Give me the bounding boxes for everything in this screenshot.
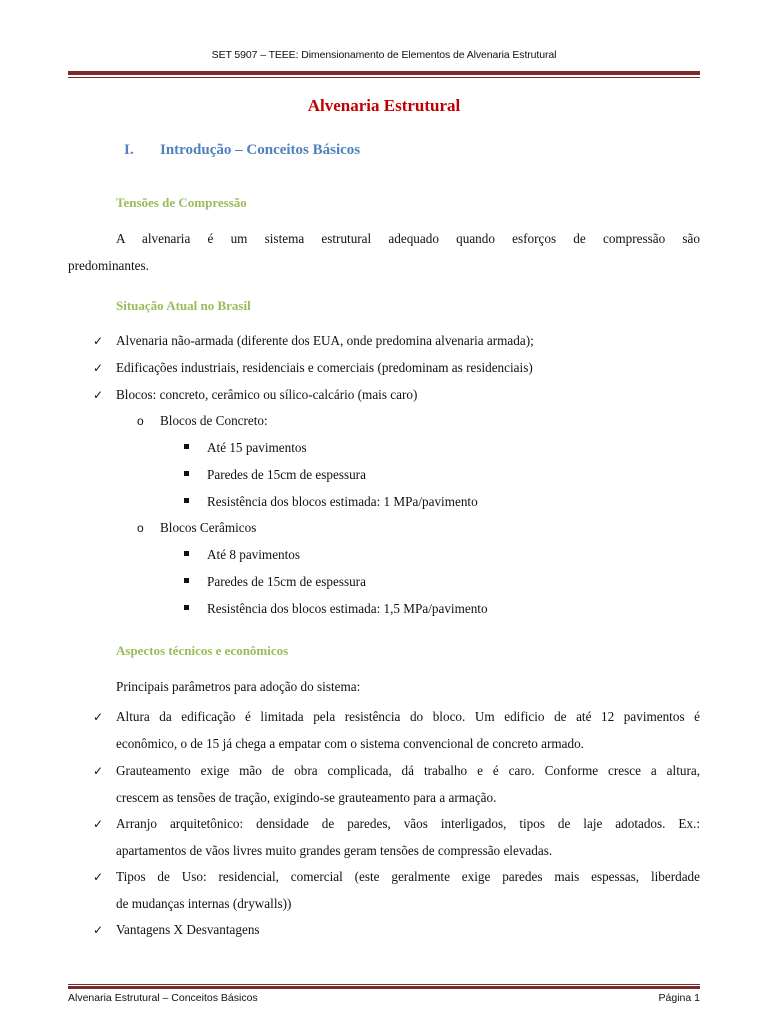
paragraph-tensoes-line1: A alvenaria é um sistema estrutural adequado quando esforços de compressão são	[116, 231, 700, 246]
checkmark-icon: ✓	[93, 334, 104, 348]
list-item-line: econômico, o de 15 já chega a empatar com o sistema convencional de concreto armado.	[116, 736, 584, 751]
list-item: Edificações industriais, residenciais e comerciais (predominam as residenciais)	[116, 360, 533, 375]
paragraph-tensoes-line2: predominantes.	[68, 258, 149, 273]
circle-bullet-icon: o	[137, 414, 144, 428]
list-item-line: Arranjo arquitetônico: densidade de paredes, vãos interligados, tipos de laje adotados. Ex.:	[116, 816, 700, 831]
list-item: Até 8 pavimentos	[207, 547, 301, 562]
square-bullet-icon	[184, 444, 189, 449]
subheading-situacao: Situação Atual no Brasil	[116, 298, 251, 313]
list-item-line: apartamentos de vãos livres muito grandes geram tensões de compressão elevadas.	[116, 843, 553, 858]
square-bullet-icon	[184, 551, 189, 556]
list-item: Paredes de 15cm de espessura	[207, 467, 366, 482]
header-rule-thick	[68, 71, 700, 75]
list-item: Até 15 pavimentos	[207, 440, 307, 455]
sublist-label-ceramico: Blocos Cerâmicos	[160, 520, 257, 535]
list-item: Resistência dos blocos estimada: 1,5 MPa/pavimento	[207, 601, 488, 616]
section-number: I.	[124, 142, 134, 158]
square-bullet-icon	[184, 605, 189, 610]
header-rule-thin	[68, 77, 700, 78]
list-item: Resistência dos blocos estimada: 1 MPa/pavimento	[207, 494, 478, 509]
page-number: Página 1	[658, 992, 700, 1004]
list-item-line: Tipos de Uso: residencial, comercial (este geralmente exige paredes mais espessas, liberdade	[116, 869, 700, 884]
checkmark-icon: ✓	[93, 870, 104, 884]
circle-bullet-icon: o	[137, 521, 144, 535]
section-title: Introdução – Conceitos Básicos	[160, 142, 361, 158]
list-item-line: Vantagens X Desvantagens	[116, 922, 260, 937]
list-item-line: Altura da edificação é limitada pela resistência do bloco. Um edificio de até 12 pavimentos é	[116, 709, 700, 724]
list-item-line: crescem as tensões de tração, exigindo-se grauteamento para a armação.	[116, 790, 497, 805]
checkmark-icon: ✓	[93, 923, 104, 937]
section-heading	[124, 142, 360, 159]
checkmark-icon: ✓	[93, 361, 104, 375]
list-item: Alvenaria não-armada (diferente dos EUA, onde predomina alvenaria armada);	[116, 333, 534, 348]
square-bullet-icon	[184, 498, 189, 503]
aspectos-intro: Principais parâmetros para adoção do sistema:	[116, 679, 361, 694]
running-header: SET 5907 – TEEE: Dimensionamento de Elementos de Alvenaria Estrutural	[211, 49, 557, 61]
document-title: Alvenaria Estrutural	[307, 96, 461, 115]
list-item: Blocos: concreto, cerâmico ou sílico-calcário (mais caro)	[116, 387, 418, 402]
sublist-label-concreto: Blocos de Concreto:	[160, 413, 268, 428]
checkmark-icon: ✓	[93, 764, 104, 778]
subheading-aspectos: Aspectos técnicos e econômicos	[116, 643, 289, 658]
list-item-line: Grauteamento exige mão de obra complicada, dá trabalho e é caro. Conforme cresce a altura,	[116, 763, 700, 778]
square-bullet-icon	[184, 471, 189, 476]
footer-rule-thin	[68, 984, 700, 985]
list-item: Paredes de 15cm de espessura	[207, 574, 366, 589]
list-item-line: de mudanças internas (drywalls))	[116, 896, 292, 911]
checkmark-icon: ✓	[93, 388, 104, 402]
footer-rule-thick	[68, 986, 700, 989]
checkmark-icon: ✓	[93, 710, 104, 724]
footer-title: Alvenaria Estrutural – Conceitos Básicos	[68, 992, 258, 1004]
subheading-tensoes: Tensões de Compressão	[116, 195, 247, 210]
checkmark-icon: ✓	[93, 817, 104, 831]
square-bullet-icon	[184, 578, 189, 583]
